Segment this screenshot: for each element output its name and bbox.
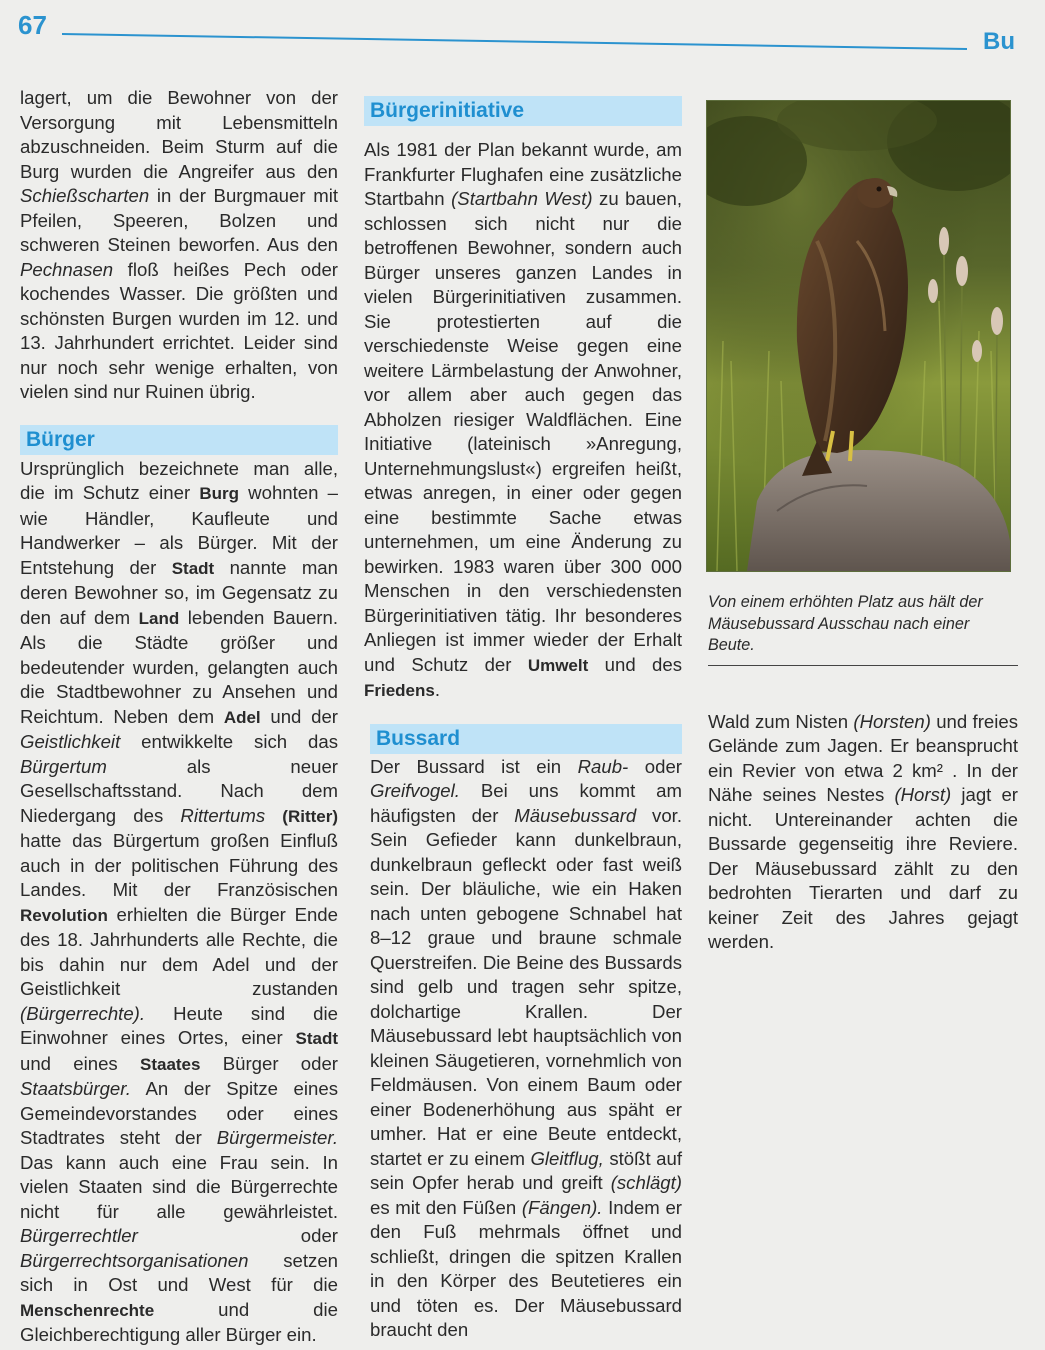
bold-term: Stadt — [295, 1029, 338, 1048]
text-run: als neuer Gesellschaftsstand. Nach dem Niedergang des — [20, 755, 338, 826]
italic-term: Staatsbürger. — [20, 1078, 131, 1099]
text-run: erhielten die Bürger Ende des 18. Jahrhunderts alle Rechte, die bis dahin nur dem Adel und der Geistlichkeit zustanden — [20, 903, 338, 999]
text-run: Bürger oder — [200, 1052, 338, 1074]
text-run: und der — [260, 705, 338, 727]
bold-term: Stadt — [171, 558, 215, 578]
text-run: setzen sich in Ost und West für die — [20, 1249, 338, 1295]
column-middle — [364, 96, 682, 1343]
section-letter: Bu — [983, 28, 1015, 55]
bold-term: Menschenrechte — [20, 1300, 155, 1320]
text-run: entwikkelte sich das — [120, 731, 338, 752]
italic-term: Rittertums — [180, 804, 266, 826]
caption-divider — [708, 665, 1018, 666]
italic-term: (Horsten) — [853, 710, 931, 732]
italic-term: Bürgerrechtler — [20, 1225, 138, 1246]
italic-term: Bürgertum — [20, 755, 107, 777]
buzzard-on-rock-photo — [706, 100, 1011, 572]
text-run: nannte man deren Bewohner so, im Gegensatz zu den auf dem — [20, 556, 338, 628]
italic-term: Mäusebussard — [514, 804, 637, 826]
italic-term: (schlägt) — [610, 1172, 682, 1193]
bold-term: Land — [138, 608, 180, 628]
photo-caption: Von einem erhöhten Platz aus hält der Mäusebussard Ausschau nach einer Beute. — [708, 593, 983, 654]
text-run: in der Burgmauer mit Pfeilen, Speeren, Bolzen und schweren Steinen beworfen. Aus den — [20, 185, 338, 255]
column-left — [20, 86, 338, 1348]
intro-paragraph — [20, 86, 338, 405]
text-run: Das kann auch eine Frau sein. In vielen Staaten sind die Bürgerrechte nicht für alle gewährleistet. — [20, 1151, 338, 1222]
bussard-continued-paragraph — [708, 710, 1018, 955]
text-run: lagert, um die Bewohner von der Versorgung mit Lebensmitteln abzuschneiden. Beim Sturm auf die Burg wurden die Angreifer aus den — [20, 87, 338, 182]
text-run: . — [434, 679, 441, 700]
italic-term: (Startbahn West) — [451, 188, 593, 209]
text-run: und des — [588, 653, 682, 675]
text-run: floß heißes Pech oder kochendes Wasser. Die größten und schönsten Burgen wurden im 12. und 13. Jahrhundert errichtet. Leider sind nur noch sehr wenige erhalten, von vielen sind nur Ruinen übrig. — [20, 258, 338, 402]
text-run: Indem er den Fuß mehrmals öffnet und schließt, dringen die spitzen Krallen in den Körper des Beutetieres ein und töten es. Der Mäusebussard braucht den — [370, 1196, 682, 1340]
italic-term: Pechnasen — [20, 258, 114, 280]
bold-term: Burg — [199, 484, 239, 503]
text-run: An der Spitze eines Gemeindevorstandes oder eines Stadtrates steht der — [20, 1078, 338, 1148]
italic-term: (Horst) — [894, 784, 952, 805]
text-run: zu bauen, schlossen sich nicht nur die betroffenen Bewohner, sondern auch Bürger unseres ganzen Landes in vielen Bürgerinitiativen zusammen. Sie protestierten auf die verschiedenste Weise gegen eine weitere Lärmbelastung der Anwohner, vor allem aber auch gegen das Abholzen riesiger Waldflächen. Eine Initiative (lateinisch »Anregung, Unternehmungslust«) ergreifen heißt, etwas anregen, in einer oder gegen eine bestimmte Sache etwas unternehmen, um eine Änderung zu bewirken. 1983 waren über 300 000 Menschen in den verschiedensten Bürgerinitiativen tätig. Ihr besonderes Anliegen ist immer wieder der Erhalt und Schutz der — [364, 188, 683, 675]
text-run — [265, 805, 282, 826]
initiative-paragraph — [364, 138, 682, 704]
text-run: es mit den Füßen — [370, 1196, 522, 1218]
header-rule — [62, 30, 967, 52]
heading-buerger: Bürger — [20, 425, 338, 455]
text-run: jagt er nicht. Untereinander achten die Bussarde gegenseitig ihre Reviere. Der Mäusebussard zählt zu den bedrohten Tierarten und darf zu keiner Zeit des Jahres gejagt werden. — [708, 784, 1018, 952]
text-run: und freies Gelände zum Jagen. Er beansprucht ein Revier von etwa 2 km² . In der Nähe seines Nestes — [708, 710, 1018, 805]
text-run: Wald zum Nisten — [708, 710, 854, 732]
bold-term: (Ritter) — [282, 806, 339, 826]
text-run: Heute sind die Einwohner eines Ortes, einer — [20, 1002, 338, 1048]
italic-term: Schießscharten — [20, 185, 150, 206]
text-run: Der Bussard ist ein — [370, 755, 578, 777]
text-run: Ursprünglich bezeichnete man alle, die im Schutz einer — [20, 457, 338, 503]
text-run: hatte das Bürgertum großen Einfluß auch in der politischen Führung des Landes. Mit der Französischen — [20, 830, 338, 900]
italic-term: Geistlichkeit — [20, 731, 121, 752]
text-run: und die Gleichberechtigung aller Bürger ein. — [20, 1298, 338, 1345]
bold-term: Revolution — [20, 905, 108, 925]
italic-term: Bürgerrechtsorganisationen — [20, 1249, 249, 1271]
italic-term: Bürgermeister. — [216, 1127, 338, 1148]
bold-term: Umwelt — [527, 655, 589, 675]
text-run: lebenden Bauern. Als die Städte größer und bedeutender wurden, gelangten auch die Stadtbewohner zu Ansehen und Reichtum. Neben dem — [20, 606, 338, 727]
text-run: Als 1981 der Plan bekannt wurde, am Frankfurter Flughafen eine zusätzliche Startbahn — [364, 139, 682, 209]
text-run: wohnten – wie Händler, Kaufleute und Handwerker – als Bürger. Mit der Entstehung der — [20, 482, 338, 578]
italic-term: (Fängen). — [521, 1196, 603, 1218]
bold-term: Staates — [139, 1054, 201, 1074]
text-run: oder — [137, 1225, 338, 1246]
text-run: oder — [628, 755, 682, 777]
bold-term: Friedens — [364, 681, 435, 700]
text-run: stößt auf sein Opfer herab und greift — [370, 1147, 682, 1193]
bussard-paragraph — [364, 755, 682, 1343]
text-run: und eines — [20, 1052, 140, 1074]
heading-bussard: Bussard — [370, 724, 682, 754]
bold-term: Adel — [223, 707, 261, 727]
italic-term: (Bürgerrechte). — [20, 1002, 146, 1024]
column-right — [708, 100, 1018, 955]
heading-buergerinitiative: Bürgerinitiative — [364, 96, 682, 126]
buerger-paragraph — [20, 457, 338, 1348]
italic-term: Gleitflug, — [530, 1147, 604, 1169]
italic-term: Greifvogel. — [370, 780, 460, 801]
page-number: 67 — [18, 10, 47, 40]
text-run: vor. Sein Gefieder kann dunkelbraun, dunkelbraun gefleckt oder fast weiß sein. Der bläuliche, wie ein Haken nach unten gebogene Schnabel hat 8–12 graue und braune schmale Querstreifen. Die Beine des Bussards sind gelb und tragen sehr spitze, dolchartige Krallen. Der Mäusebussard lebt hauptsächlich von kleinen Säugetieren, vornehmlich von Feldmäusen. Von einem Baum oder einer Bodenerhöhung aus späht er umher. Hat er eine Beute entdeckt, startet er zu einem — [370, 804, 682, 1169]
italic-term: Raub- — [577, 755, 629, 777]
text-run: Bei uns kommt am häufigsten der — [370, 780, 682, 826]
